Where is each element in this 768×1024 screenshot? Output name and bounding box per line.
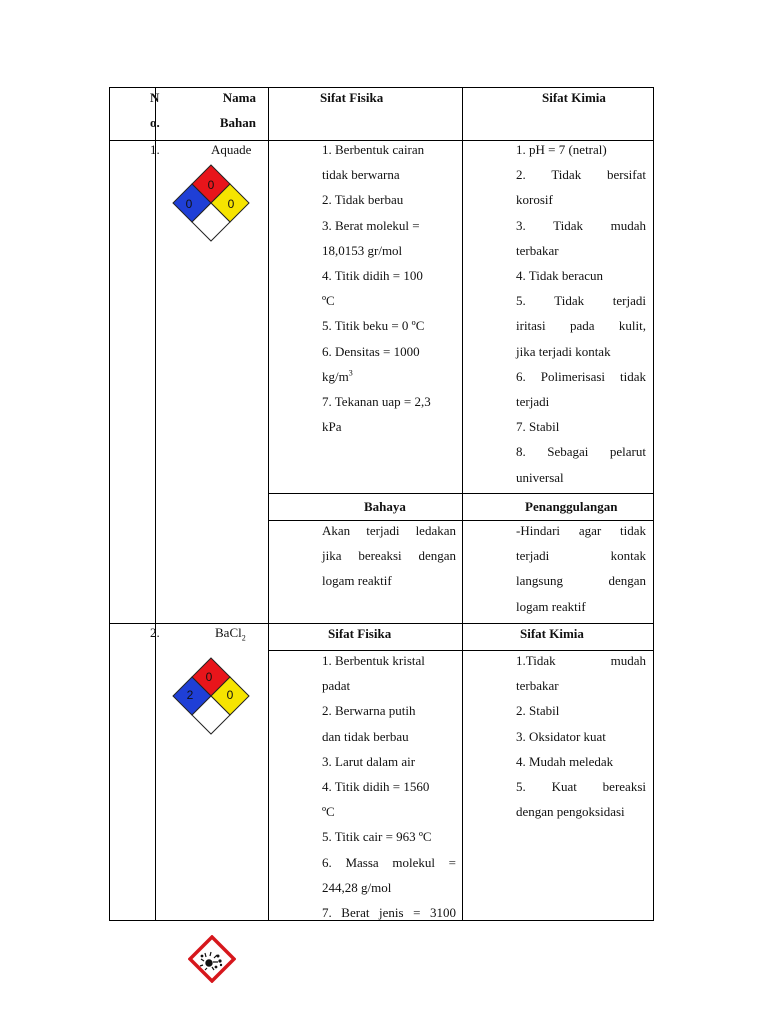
row1-no: 1. bbox=[150, 142, 160, 157]
row1-name: Aquade bbox=[211, 142, 252, 157]
header-sifat-fisika: Sifat Fisika bbox=[320, 90, 384, 105]
explosive-pictogram-icon bbox=[188, 935, 236, 983]
penanggulangan-text: -Hindari agar tidak terjadi kontak langsung dengan logam reaktif bbox=[516, 523, 646, 614]
row2-name: BaCl$_2$ bbox=[215, 625, 246, 643]
header-no: N o. bbox=[150, 90, 160, 131]
row2-sifat-kimia-list: 1.Tidak mudah terbakar 2. Stabil 3. Oksidator kuat 4. Mudah meledak 5. Kuat bereaksi dengan pengoksidasi bbox=[516, 653, 646, 820]
nfpa-health-value: 0 bbox=[185, 197, 193, 211]
col-divider-name bbox=[268, 87, 269, 921]
row2-no: 2. bbox=[150, 625, 160, 640]
row2-sifat-fisika-header: Sifat Fisika bbox=[328, 626, 392, 641]
header-sifat-kimia: Sifat Kimia bbox=[542, 90, 606, 105]
nfpa-fire-value: 0 bbox=[205, 670, 213, 684]
row2-sifat-kimia-header: Sifat Kimia bbox=[520, 626, 584, 641]
row1-sifat-fisika-list: 1. Berbentuk cairan tidak berwarna 2. Tidak berbau 3. Berat molekul = 18,0153 gr/mol 4. Titik didih = 100 ºC 5. Titik beku = 0 ºC 6. Densitas = 1000 $kg/m^3$ 7. Tekanan uap = 2,3 kPa bbox=[322, 142, 431, 435]
table-border-left bbox=[109, 87, 110, 921]
nfpa-reactivity-value: 0 bbox=[227, 197, 235, 211]
bahaya-text: Akan terjadi ledakan jika bereaksi dengan logam reaktif bbox=[322, 523, 456, 589]
col-divider-fisika bbox=[462, 87, 463, 921]
row2-sifat-fisika-list: 1. Berbentuk kristal padat 2. Berwarna putih dan tidak berbau 3. Larut dalam air 4. Titik didih = 1560 ºC 5. Titik cair = 963 ºC 6. Massa molekul = 244,28 g/mol 7. Berat jenis = 3100 bbox=[322, 653, 456, 921]
header-nama: Nama Bahan bbox=[219, 90, 256, 131]
table-border-right bbox=[653, 87, 654, 921]
row1-sifat-kimia-list: 1. pH = 7 (netral) 2. Tidak bersifat korosif 3. Tidak mudah terbakar 4. Tidak beracun 5. Tidak terjadi iritasi pada kulit, jika terjadi kontak 6. Polimerisasi tidak terjadi 7. Stabil 8. Sebagai pelarut universal bbox=[516, 142, 646, 485]
nfpa-diamond-aquade bbox=[171, 164, 251, 244]
nfpa-health-value: 2 bbox=[186, 688, 194, 702]
col-divider-no bbox=[155, 87, 156, 921]
nfpa-fire-value: 0 bbox=[207, 178, 215, 192]
nfpa-diamond-bacl2 bbox=[171, 657, 251, 737]
bahaya-label: Bahaya bbox=[364, 499, 406, 514]
penanggulangan-label: Penanggulangan bbox=[525, 499, 618, 514]
nfpa-reactivity-value: 0 bbox=[226, 688, 234, 702]
